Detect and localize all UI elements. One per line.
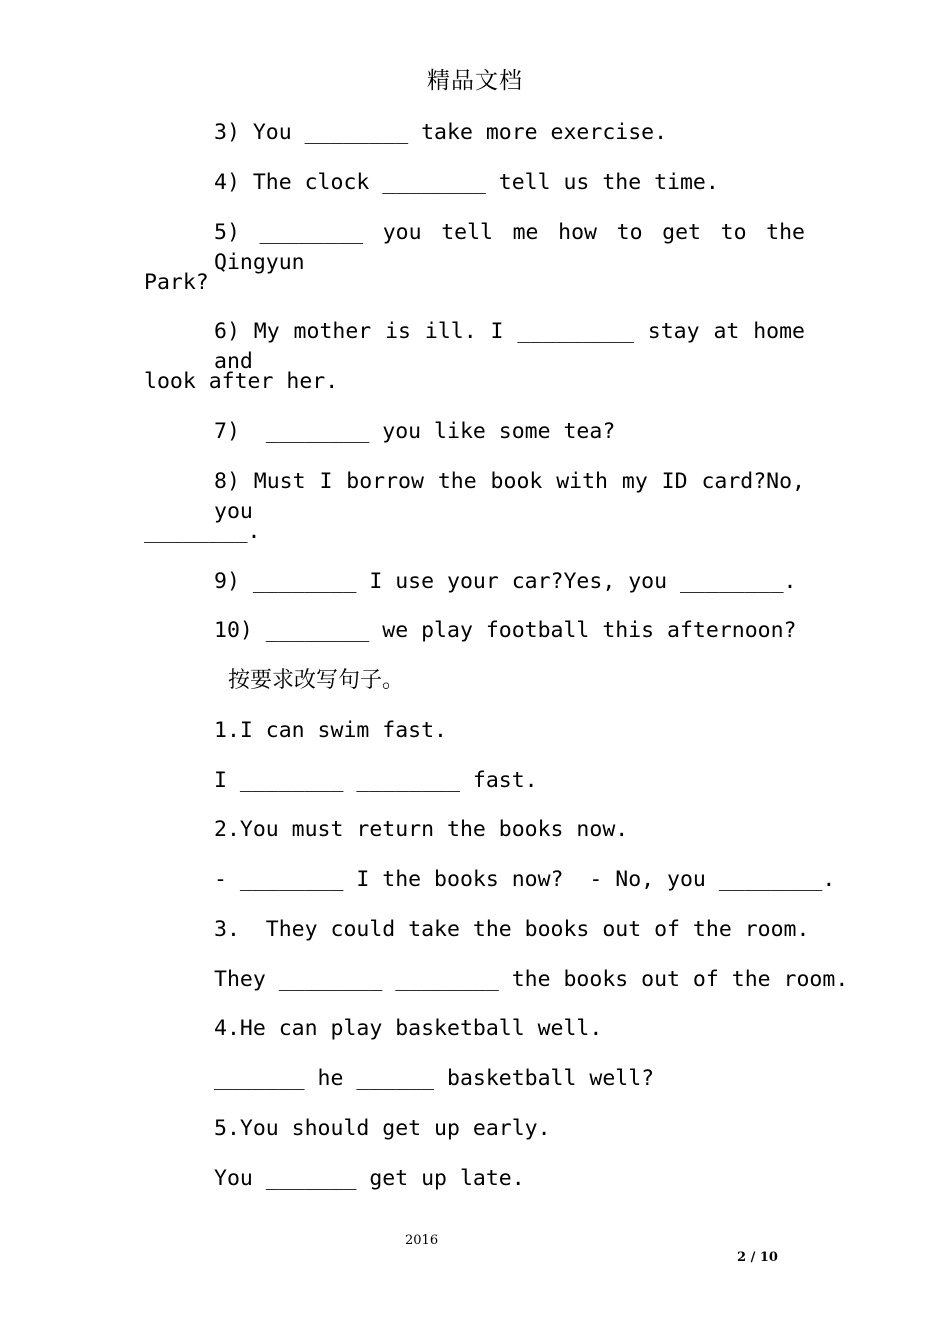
rewrite-3-sentence: 3. They could take the books out of the room.	[214, 917, 810, 942]
question-5-line-1: 5) ________ you tell me how to get to the Qingyun	[214, 220, 805, 275]
rewrite-2-answer: - ________ I the books now? - No, you ________.	[214, 867, 836, 892]
footer-year: 2016	[405, 1233, 439, 1248]
question-10: 10) ________ we play football this afternoon?	[214, 618, 797, 643]
question-8-line-2: ________.	[144, 519, 261, 544]
rewrite-section-heading: 按要求改写句子。	[228, 668, 405, 693]
page-number: 2 / 10	[737, 1250, 778, 1265]
rewrite-2-sentence: 2.You must return the books now.	[214, 817, 629, 842]
rewrite-4-sentence: 4.He can play basketball well.	[214, 1016, 603, 1041]
question-6-line-2: look after her.	[144, 369, 339, 394]
question-8-line-1: 8) Must I borrow the book with my ID card?No, you	[214, 469, 805, 524]
rewrite-5-sentence: 5.You should get up early.	[214, 1116, 551, 1141]
question-9: 9) ________ I use your car?Yes, you ________.	[214, 569, 797, 594]
rewrite-1-sentence: 1.I can swim fast.	[214, 718, 447, 743]
rewrite-1-answer: I ________ ________ fast.	[214, 768, 538, 793]
page-header-title: 精品文档	[427, 68, 523, 94]
question-4: 4) The clock ________ tell us the time.	[214, 170, 719, 195]
question-5-line-2: Park?	[144, 270, 209, 295]
question-3: 3) You ________ take more exercise.	[214, 120, 668, 145]
question-6-line-1: 6) My mother is ill. I _________ stay at home and	[214, 319, 805, 374]
rewrite-5-answer: You _______ get up late.	[214, 1166, 525, 1191]
rewrite-3-answer: They ________ ________ the books out of the room.	[214, 967, 849, 992]
rewrite-4-answer: _______ he ______ basketball well?	[214, 1066, 655, 1091]
question-7: 7) ________ you like some tea?	[214, 419, 616, 444]
